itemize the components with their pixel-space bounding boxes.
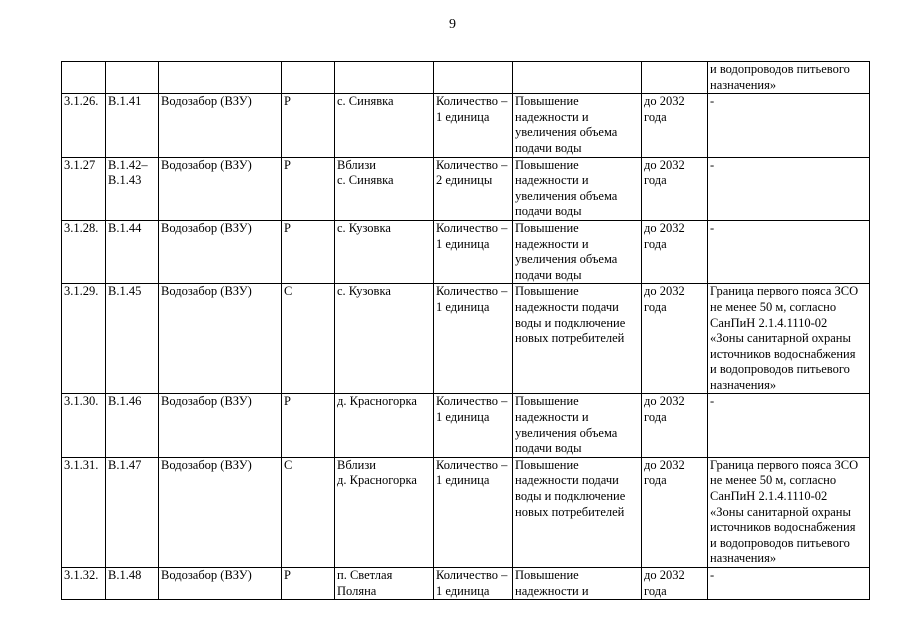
cell-code: В.1.42– В.1.43 (106, 157, 159, 220)
cell-deadline: до 2032 года (642, 157, 708, 220)
cell-purpose: Повышение надежности подачи воды и подключение новых потребителей (513, 457, 642, 567)
cell-purpose: Повышение надежности и увеличения объема подачи воды (513, 394, 642, 457)
cell-object: Водозабор (ВЗУ) (159, 94, 282, 157)
cell-deadline: до 2032 года (642, 457, 708, 567)
cell-quantity: Количество – 1 единица (434, 284, 513, 394)
cell-object: Водозабор (ВЗУ) (159, 220, 282, 283)
table-row (62, 284, 870, 394)
cell-deadline: до 2032 года (642, 284, 708, 394)
cell-type: Р (282, 220, 335, 283)
cell-object: Водозабор (ВЗУ) (159, 568, 282, 600)
cell-deadline: до 2032 года (642, 94, 708, 157)
cell-location: Вблизи с. Синявка (335, 157, 434, 220)
cell-location: с. Кузовка (335, 220, 434, 283)
cell-zone: Граница первого пояса ЗСО не менее 50 м, согласно СанПиН 2.1.4.1110-02 «Зоны санитарной охраны источников водоснабжения и водопроводов питьевого назначения» (708, 284, 870, 394)
cell-location: Вблизи д. Красногорка (335, 457, 434, 567)
cell-object: Водозабор (ВЗУ) (159, 394, 282, 457)
cell-purpose (513, 62, 642, 94)
cell-number: 3.1.28. (62, 220, 106, 283)
cell-deadline: до 2032 года (642, 394, 708, 457)
cell-number: 3.1.32. (62, 568, 106, 600)
cell-zone: Граница первого пояса ЗСО не менее 50 м, согласно СанПиН 2.1.4.1110-02 «Зоны санитарной охраны источников водоснабжения и водопроводов питьевого назначения» (708, 457, 870, 567)
cell-zone: - (708, 568, 870, 600)
cell-quantity: Количество – 1 единица (434, 220, 513, 283)
table-row (62, 568, 870, 600)
cell-quantity: Количество – 1 единица (434, 568, 513, 600)
cell-code: В.1.48 (106, 568, 159, 600)
cell-type: С (282, 284, 335, 394)
cell-location: д. Красногорка (335, 394, 434, 457)
table-row (62, 62, 870, 94)
table-row (62, 220, 870, 283)
cell-purpose: Повышение надежности и (513, 568, 642, 600)
cell-purpose: Повышение надежности подачи воды и подключение новых потребителей (513, 284, 642, 394)
cell-quantity: Количество – 1 единица (434, 394, 513, 457)
cell-zone: - (708, 157, 870, 220)
cell-zone: - (708, 94, 870, 157)
cell-code (106, 62, 159, 94)
cell-code: В.1.45 (106, 284, 159, 394)
cell-location: п. Светлая Поляна (335, 568, 434, 600)
cell-purpose: Повышение надежности и увеличения объема подачи воды (513, 220, 642, 283)
cell-location: с. Кузовка (335, 284, 434, 394)
cell-type: Р (282, 394, 335, 457)
table-row (62, 457, 870, 567)
cell-number: 3.1.31. (62, 457, 106, 567)
cell-object: Водозабор (ВЗУ) (159, 284, 282, 394)
measures-table (61, 61, 870, 600)
cell-deadline (642, 62, 708, 94)
cell-code: В.1.41 (106, 94, 159, 157)
table-row (62, 94, 870, 157)
cell-code: В.1.46 (106, 394, 159, 457)
cell-number: 3.1.26. (62, 94, 106, 157)
cell-number: 3.1.30. (62, 394, 106, 457)
cell-type: Р (282, 157, 335, 220)
cell-type: С (282, 457, 335, 567)
cell-code: В.1.44 (106, 220, 159, 283)
cell-quantity: Количество – 2 единицы (434, 157, 513, 220)
cell-code: В.1.47 (106, 457, 159, 567)
cell-deadline: до 2032 года (642, 220, 708, 283)
cell-purpose: Повышение надежности и увеличения объема подачи воды (513, 94, 642, 157)
cell-number (62, 62, 106, 94)
page-number: 9 (449, 17, 456, 32)
cell-object: Водозабор (ВЗУ) (159, 457, 282, 567)
cell-object: Водозабор (ВЗУ) (159, 157, 282, 220)
cell-type: Р (282, 94, 335, 157)
cell-number: 3.1.29. (62, 284, 106, 394)
cell-purpose: Повышение надежности и увеличения объема подачи воды (513, 157, 642, 220)
cell-zone: - (708, 220, 870, 283)
table-row (62, 157, 870, 220)
cell-quantity: Количество – 1 единица (434, 94, 513, 157)
cell-type (282, 62, 335, 94)
table-row (62, 394, 870, 457)
cell-location: с. Синявка (335, 94, 434, 157)
cell-location (335, 62, 434, 94)
cell-deadline: до 2032 года (642, 568, 708, 600)
cell-type: Р (282, 568, 335, 600)
cell-zone: и водопроводов питьевого назначения» (708, 62, 870, 94)
cell-number: 3.1.27 (62, 157, 106, 220)
cell-object (159, 62, 282, 94)
cell-zone: - (708, 394, 870, 457)
cell-quantity: Количество – 1 единица (434, 457, 513, 567)
cell-quantity (434, 62, 513, 94)
